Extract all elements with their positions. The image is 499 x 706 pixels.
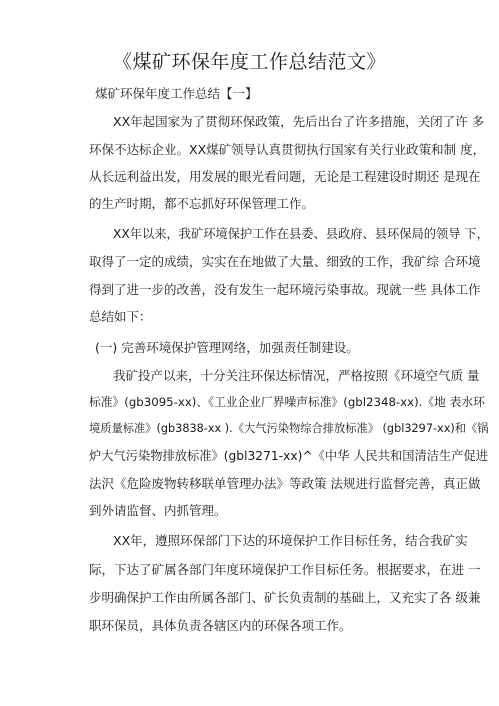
paragraph-line: 总结如下： — [89, 309, 152, 324]
paragraph-line: 标准》(gb3095-xx)、《工业企业厂界噪声标准》(gbl2348-xx).《地 表水环 — [89, 395, 485, 409]
paragraph-line: 取得了一定的成绩，实实在在地做了大量、细致的工作，我矿综 合环境 — [89, 254, 481, 269]
paragraph-line: 境质量标准》(gb3838-xx ).《大气污染物综合排放标准》 (gbl3297-xx)和《锅 — [89, 422, 489, 435]
paragraph-line: 到外请监督、内抓管理。 — [89, 503, 227, 518]
paragraph-line: 环保不达标企业。XX煤矿领导认真贯彻执行国家有关行业政策和制 度， — [89, 142, 486, 157]
paragraph-line: (一) 完善环境保护管理网络，加强责任制建设。 — [95, 340, 359, 355]
document-subtitle: 煤矿环保年度工作总结【一】 — [95, 86, 258, 101]
paragraph-line: 得到了进一步的改善，没有发生一起环境污染事故。现就一些 具体工作 — [89, 282, 481, 297]
paragraph-line: 的生产时期，都不忘抓好环保管理工作。 — [89, 196, 315, 211]
paragraph-line: 际，下达了矿属各部门年度环境保护工作目标任务。根据要求，在进 一 — [89, 562, 481, 577]
paragraph-line: XX年，遵照环保部门下达的环境保护工作目标任务，结合我矿实 — [113, 533, 468, 548]
document-title: 《煤矿环保年度工作总结范文》 — [112, 51, 386, 73]
paragraph-line: XX年起国家为了贯彻环保政策，先后出台了许多措施，关闭了许 多 — [113, 114, 485, 129]
paragraph-line: 职环保员，具体负责各辖区内的环保各项工作。 — [89, 618, 352, 633]
paragraph-line: XX年以来，我矿环境保护工作在县委、县政府、县环保局的领导 下， — [113, 227, 489, 241]
paragraph-line: 法沢《危险废物转移联单管理办法》等政策 法规进行监督完善，真正做 — [89, 476, 481, 491]
paragraph-line: 我矿投产以来，十分关注环保达标情况，严格按照《环境空气质 量 — [113, 368, 480, 383]
paragraph-line: 步明确保护工作由所属各部门、矿长负责制的基础上，又充实了各 级兼 — [89, 590, 481, 605]
paragraph-line: 从长远利益出发，用发展的眼光看问题，无论是工程建设时期还 是现在 — [89, 169, 481, 184]
paragraph-line: 炉大气污染物排放标准》(gbl3271-xx)^《中华 人民共和国清洁生产促进 — [89, 449, 489, 463]
